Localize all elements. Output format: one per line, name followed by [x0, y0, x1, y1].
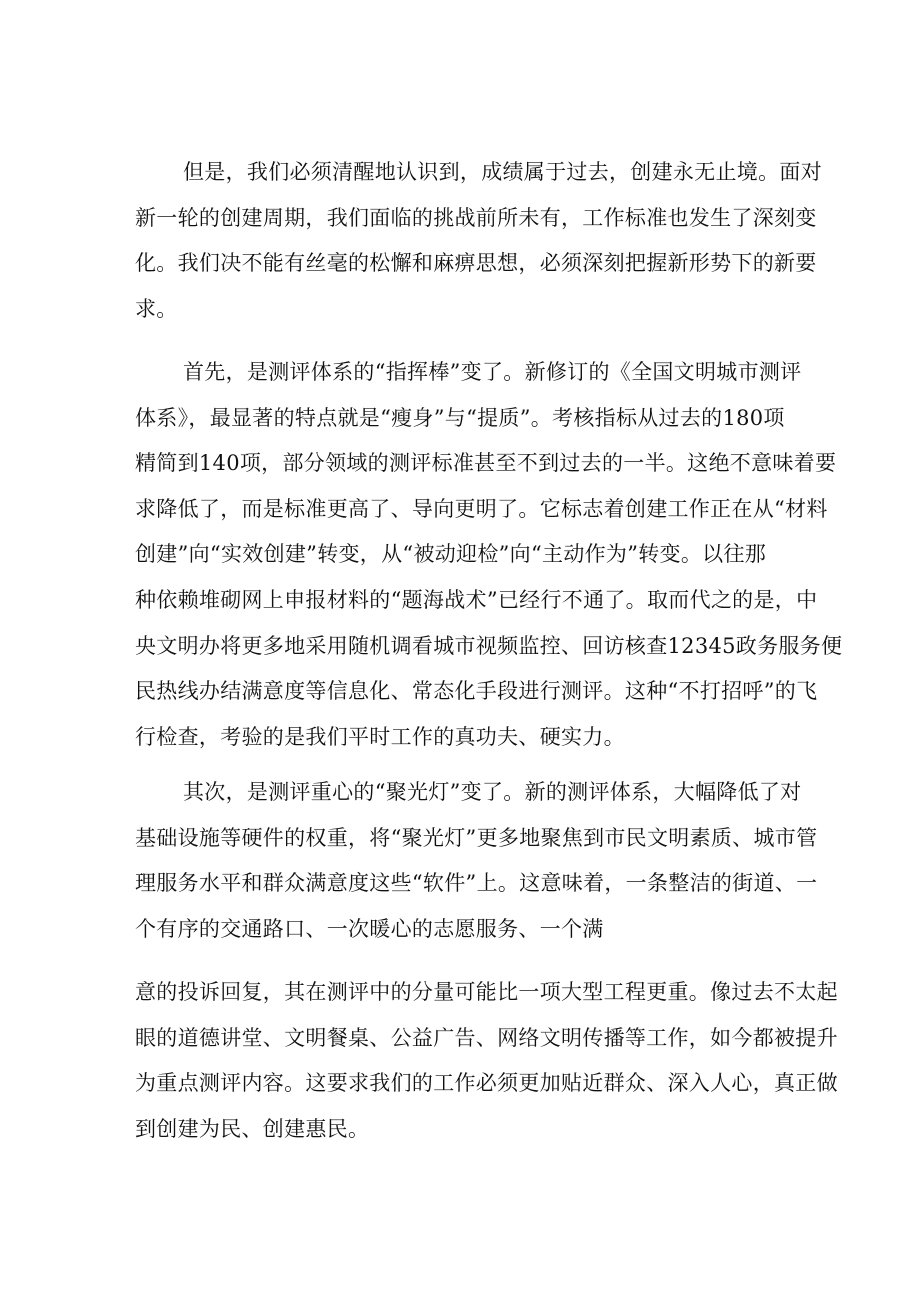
paragraph-1 [135, 150, 822, 332]
text-line: 但是，我们必须清醒地认识到，成绩属于过去，创建永无止境。面对 [183, 160, 822, 184]
text-line: 个有序的交通路口、一次暖心的志愿服务、一个满 [135, 916, 604, 941]
paragraph-3 [135, 770, 818, 952]
text-line: 行检查，考验的是我们平时工作的真功夫、硬实力。 [135, 724, 625, 749]
text-line: 求降低了，而是标准更高了、导向更明了。它标志着创建工作正在从“材料 [135, 496, 828, 521]
paragraph-2 [135, 350, 843, 760]
text-line: 求。 [135, 296, 178, 321]
text-line: 其次，是测评重心的“聚光灯”变了。新的测评体系，大幅降低了对 [183, 780, 802, 804]
paragraph-4 [135, 970, 838, 1152]
text-line: 化。我们决不能有丝毫的松懈和麻痹思想，必须深刻把握新形势下的新要 [135, 251, 817, 276]
text-line: 精简到140项，部分领域的测评标准甚至不到过去的一半。这绝不意味着要 [135, 451, 837, 476]
text-line: 意的投诉回复，其在测评中的分量可能比一项大型工程更重。像过去不太起 [135, 980, 838, 1004]
text-line: 为重点测评内容。这要求我们的工作必须更加贴近群众、深入人心，真正做 [135, 1071, 838, 1096]
text-line: 民热线办结满意度等信息化、常态化手段进行测评。这种“不打招呼”的飞 [135, 679, 818, 704]
text-line: 新一轮的创建周期，我们面临的挑战前所未有，工作标准也发生了深刻变 [135, 205, 817, 230]
text-line: 到创建为民、创建惠民。 [135, 1116, 370, 1141]
text-line: 理服务水平和群众满意度这些“软件”上。这意味着，一条整洁的街道、一 [135, 871, 818, 896]
text-line: 眼的道德讲堂、文明餐桌、公益广告、网络文明传播等工作，如今都被提升 [135, 1025, 838, 1050]
text-line: 体系》，最显著的特点就是“瘦身”与“提质”。考核指标从过去的180项 [135, 405, 785, 430]
text-line: 基础设施等硬件的权重，将“聚光灯”更多地聚焦到市民文明素质、城市管 [135, 825, 818, 850]
text-line: 种依赖堆砌网上申报材料的“题海战术”已经行不通了。取而代之的是，中 [135, 587, 818, 612]
text-line: 首先，是测评体系的“指挥棒”变了。新修订的《全国文明城市测评 [183, 360, 802, 384]
text-line: 央文明办将更多地采用随机调看城市视频监控、回访核查12345政务服务便 [135, 633, 843, 658]
text-line: 创建”向“实效创建”转变，从“被动迎检”向“主动作为”转变。以往那 [135, 542, 767, 567]
